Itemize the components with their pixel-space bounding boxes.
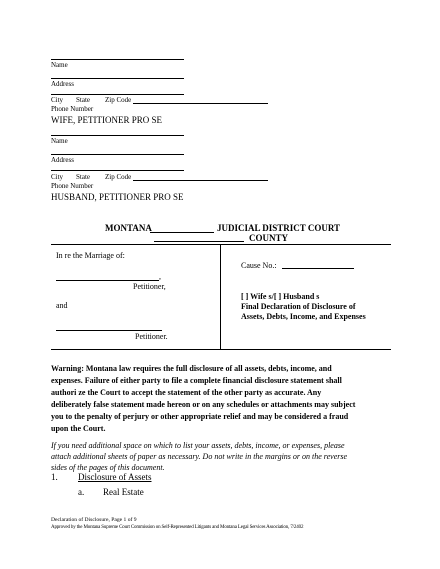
wife-address2-line [51,94,184,95]
section-a-title: Real Estate [103,487,144,497]
instructions-line-2: attach additional sheets of paper as necessary. Do not write in the margins or on the reverse [51,452,348,461]
petitioner1-line [56,280,159,281]
husband-name-line [51,135,184,136]
county-name-line [154,241,244,242]
husband-address-line [51,154,184,155]
warning-line-5: you to the penalty of perjury or other appropriate relief and may be considered a fraud [51,412,349,421]
section-1-title: Disclosure of Assets [78,472,152,482]
husband-role: HUSBAND, PETITIONER PRO SE [51,192,184,202]
warning-line-2: expenses. Failure of either party to file a complete financial disclosure statement shall [51,376,342,385]
wife-address-label: Address [51,80,74,88]
petitioner2-line [56,330,162,331]
wife-name-label: Name [51,61,68,69]
section-1-number: 1. [51,472,58,482]
footer-page: Declaration of Disclosure, Page 1 of 9 [51,517,137,523]
wife-zip-label: Zip Code [105,96,132,104]
warning-line-3: authori ze the Court to accept the statement of the other party as accurate. Any [51,388,322,397]
declaration-title-3: Assets, Debts, Income, and Expenses [241,312,366,321]
instructions-line-3: sides of the pages of this document. [51,463,165,472]
husband-phone-line [133,180,268,181]
cause-no-label: Cause No.: [241,261,277,270]
wife-phone-label: Phone Number [51,105,94,113]
wife-state-label: State [76,96,90,104]
petitioner1-comma: , [159,272,161,281]
cause-no-line [282,268,354,269]
husband-name-label: Name [51,137,68,145]
caption-bottom-rule [51,349,391,350]
caption-divider [220,244,221,349]
petitioner2-label: Petitioner. [135,332,168,341]
instructions-line-1: If you need additional space on which to list your assets, debts, income, or expenses, please [51,441,345,450]
declaration-title-2: Final Declaration of Disclosure of [241,302,356,311]
wife-address-line [51,78,184,79]
husband-zip-label: Zip Code [105,173,132,181]
petitioner1-label: Petitioner, [133,282,166,291]
and-label: and [56,301,68,310]
wife-city-label: City [51,96,64,104]
section-a-letter: a. [78,487,85,497]
declaration-title-1: [ ] Wife s/[ ] Husband s [241,292,320,301]
husband-address2-line [51,170,184,171]
husband-phone-label: Phone Number [51,182,94,190]
wife-name-line [51,59,184,60]
warning-line-4: deliberately false statement made hereon or on any schedules or attachments may subject [51,400,356,409]
footer-approval: Approved by the Montana Supreme Court Commission on Self-Represented Litigants and Montana Legal Services Association, 7/2402 [51,525,304,530]
warning-line-1: Warning: Montana law requires the full disclosure of all assets, debts, income, and [51,364,332,373]
court-state: MONTANA [105,223,152,233]
caption-top-rule [51,244,391,245]
wife-phone-line [133,103,268,104]
district-number-line [150,232,214,233]
husband-city-label: City [51,173,64,181]
wife-role: WIFE, PETITIONER PRO SE [51,115,162,125]
court-county: COUNTY [249,233,289,243]
husband-state-label: State [76,173,90,181]
husband-address-label: Address [51,156,74,164]
court-name: JUDICIAL DISTRICT COURT [217,223,341,233]
in-re-marriage: In re the Marriage of: [56,251,125,260]
warning-line-6: upon the Court. [51,424,106,433]
